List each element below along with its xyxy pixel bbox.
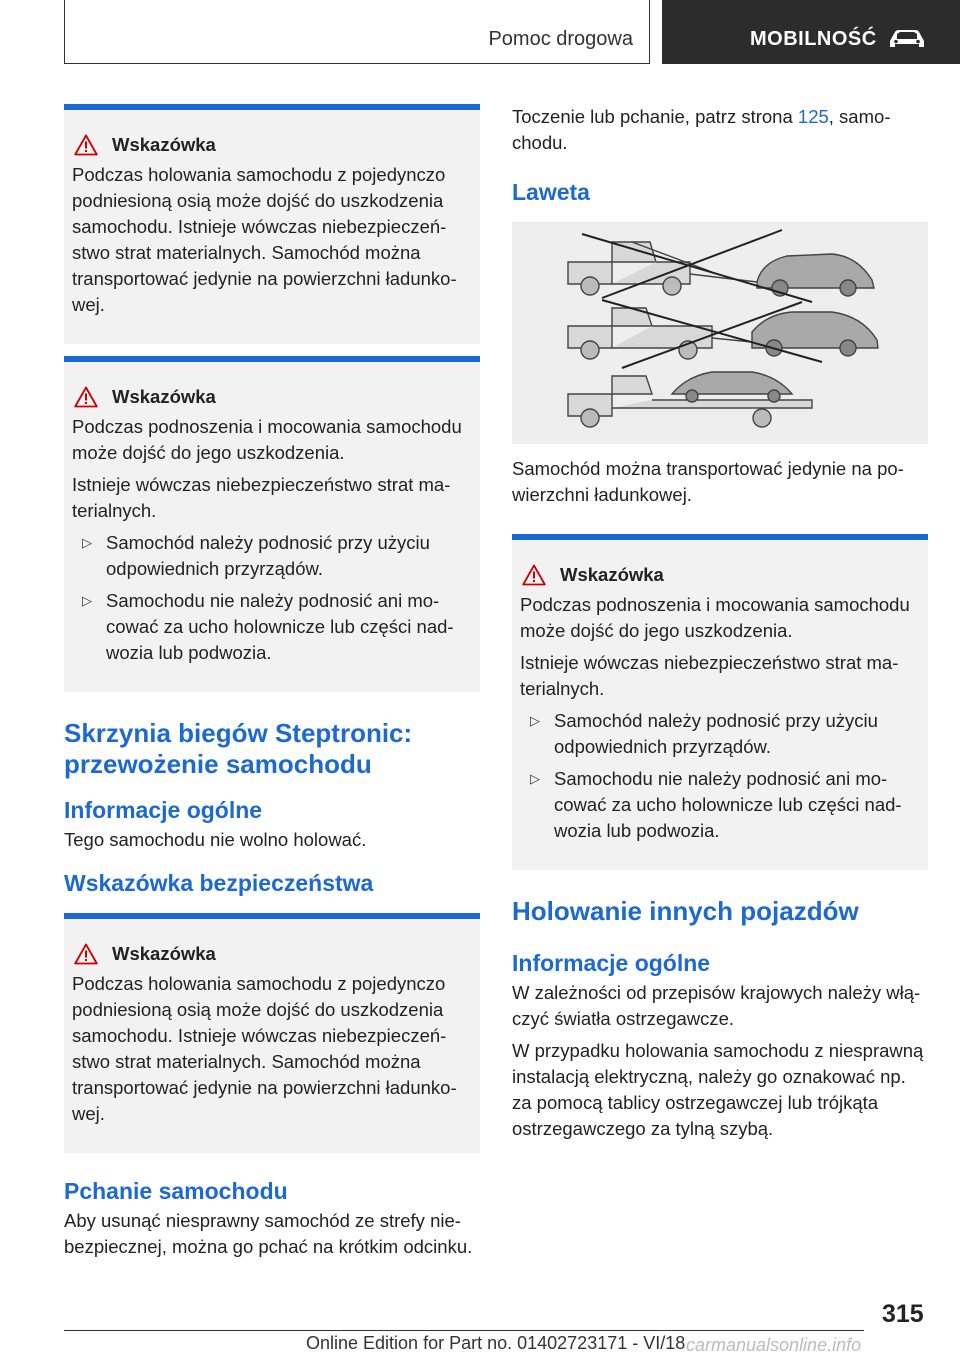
subsection-heading: Pchanie samochodu — [64, 1178, 288, 1204]
footer-divider — [64, 1330, 864, 1331]
header-section-title: Pomoc drogowa — [488, 28, 633, 50]
body-text — [512, 104, 928, 156]
body-text: Aby usunąć niesprawny samochód ze strefy niebezpiecznej, można go pchać na krótkim odcinku. — [64, 1210, 473, 1257]
warning-header — [72, 384, 472, 410]
subsection-heading: Laweta — [512, 179, 590, 205]
section-heading: Holowanie innych pojazdów — [512, 896, 859, 926]
figure-caption: Samochód można transportować jedynie na powierzchni ładunkowej. — [512, 458, 904, 505]
header-chapter-title: MOBILNOŚĆ — [750, 28, 877, 50]
warning-text: Podczas podnoszenia i mocowania samochodu może dojść do jego uszkodzenia. — [72, 416, 462, 463]
list-item-text: Samochód należy podnosić przy użyciu odpowiednich przyrządów. — [554, 710, 878, 757]
warning-title: Wskazówka — [112, 134, 216, 155]
page-link[interactable]: 125 — [797, 106, 829, 127]
bullet-list — [520, 708, 920, 844]
body-text: Tego samochodu nie wolno holować. — [64, 829, 367, 850]
intro-text: , samochodu. — [512, 106, 891, 153]
warning-text: Istnieje wówczas niebezpieczeństwo strat materialnych. — [520, 652, 899, 699]
header-chapter-box — [662, 0, 960, 64]
warning-title: Wskazówka — [112, 386, 216, 407]
warning-text: Podczas podnoszenia i mocowania samochodu może dojść do jego uszkodzenia. — [520, 594, 910, 641]
subsection-heading: Wskazówka bezpieczeństwa — [64, 870, 374, 896]
triangle-bullet-icon: ▷ — [530, 771, 540, 786]
subsection-heading: Informacje ogólne — [64, 797, 263, 823]
left-column — [64, 104, 480, 1260]
warning-text: Istnieje wówczas niebezpieczeństwo strat materialnych. — [72, 474, 451, 521]
page-number: 315 — [882, 1300, 924, 1328]
section-heading: Skrzynia biegów Steptronic: przewożenie samochodu — [64, 718, 413, 779]
triangle-bullet-icon: ▷ — [82, 593, 92, 608]
car-icon — [886, 27, 928, 51]
header-section-box — [64, 0, 650, 64]
list-item-text: Samochód należy podnosić przy użyciu odpowiednich przyrządów. — [106, 532, 430, 579]
warning-box — [64, 356, 480, 692]
warning-box — [64, 104, 480, 344]
list-item-text: Samochodu nie należy podnosić ani mocować za ucho holownicze lub części nadwozia lub podwozia. — [554, 768, 902, 841]
warning-title: Wskazówka — [112, 943, 216, 964]
warning-header — [520, 562, 920, 588]
warning-box — [64, 913, 480, 1153]
list-item — [520, 766, 920, 844]
tow-truck-illustration-icon — [512, 222, 928, 444]
footer-edition: Online Edition for Part no. 01402723171 - VI/18 — [306, 1333, 686, 1353]
towing-illustration — [512, 222, 928, 444]
warning-header — [72, 941, 472, 967]
footer-watermark: carmanualsonline.info — [686, 1335, 862, 1355]
list-item — [520, 708, 920, 760]
warning-triangle-icon — [74, 943, 98, 965]
right-column — [512, 104, 928, 1142]
intro-text: Toczenie lub pchanie, patrz strona — [512, 106, 798, 127]
warning-triangle-icon — [74, 386, 98, 408]
warning-triangle-icon — [74, 134, 98, 156]
warning-box — [512, 534, 928, 870]
bullet-list — [72, 530, 472, 666]
triangle-bullet-icon: ▷ — [82, 535, 92, 550]
list-item — [72, 530, 472, 582]
warning-text: Podczas holowania samochodu z pojedynczo podniesioną osią może dojść do uszkodzenia samochodu. Istnieje wówczas niebezpieczeństwo strat materialnych. Samochód można transportować jedynie na powierzchni ładunkowej. — [72, 973, 457, 1124]
subsection-heading: Informacje ogólne — [512, 950, 711, 976]
warning-title: Wskazówka — [560, 564, 664, 585]
list-item — [72, 588, 472, 666]
page-header — [0, 0, 960, 66]
warning-header — [72, 132, 472, 158]
body-text: W przypadku holowania samochodu z niesprawną instalacją elektryczną, należy go oznakować np. za pomocą tablicy ostrzegawczej lub trójkąta ostrzegawczego za tylną szybą. — [512, 1040, 924, 1139]
triangle-bullet-icon: ▷ — [530, 713, 540, 728]
body-text: W zależności od przepisów krajowych należy włączyć światła ostrzegawcze. — [512, 982, 921, 1029]
list-item-text: Samochodu nie należy podnosić ani mocować za ucho holownicze lub części nadwozia lub podwozia. — [106, 590, 454, 663]
warning-triangle-icon — [522, 564, 546, 586]
warning-text: Podczas holowania samochodu z pojedynczo podniesioną osią może dojść do uszkodzenia samochodu. Istnieje wówczas niebezpieczeństwo strat materialnych. Samochód można transportować jedynie na powierzchni ładunkowej. — [72, 164, 457, 315]
